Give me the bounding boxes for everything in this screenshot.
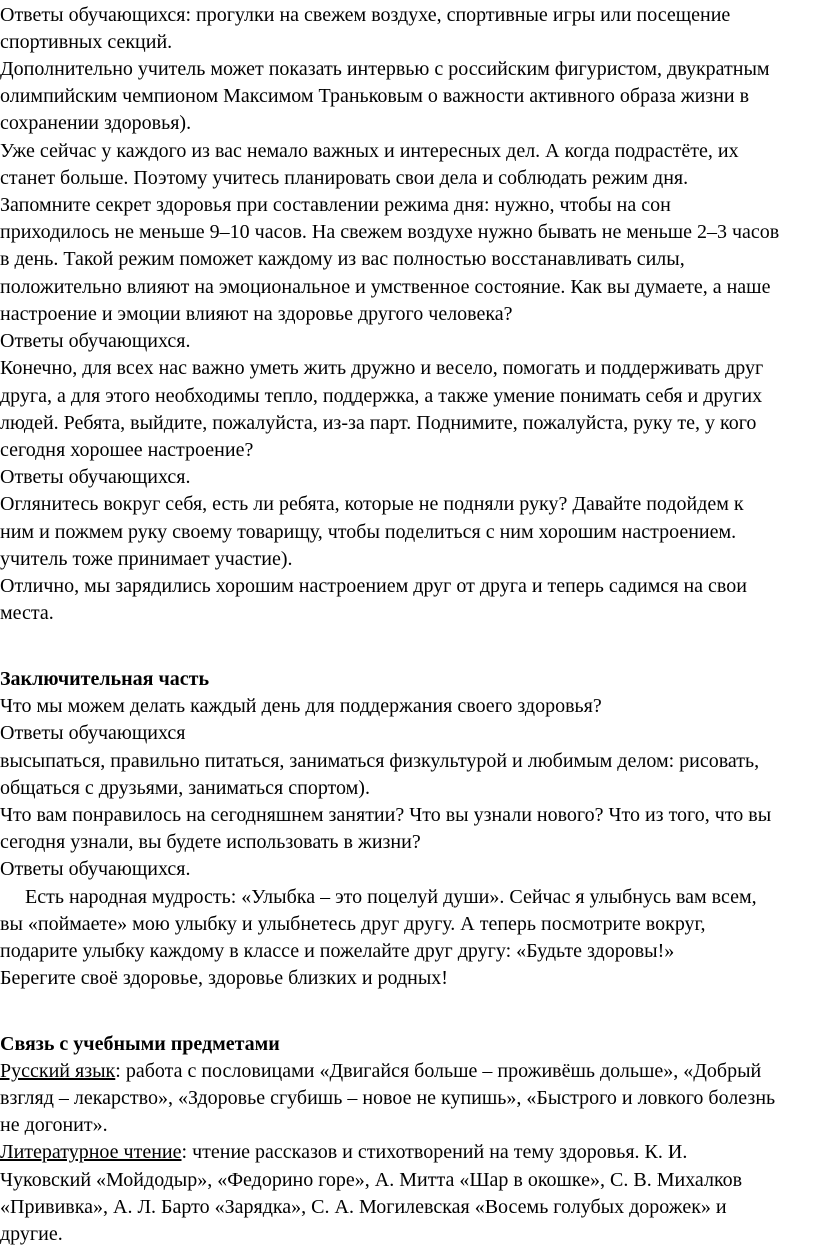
text-line: места. (0, 602, 54, 624)
section-heading-final: Заключительная часть (0, 668, 210, 690)
subject-literature-text: : чтение рассказов и стихотворений на тему здоровья. К. И. (181, 1141, 688, 1163)
text-line: приходилось не меньше 9–10 часов. На свежем воздухе нужно бывать не меньше 2–3 часов (0, 221, 780, 243)
subject-russian-text: : работа с пословицами «Двигайся больше – проживёшь дольше», «Добрый (115, 1060, 762, 1082)
section-heading-subjects: Связь с учебными предметами (0, 1033, 280, 1055)
text-line: высыпаться, правильно питаться, заниматься физкультурой и любимым делом: рисовать, (0, 750, 760, 772)
text-line: Конечно, для всех нас важно уметь жить дружно и весело, помогать и поддерживать друг (0, 357, 764, 379)
text-line: спортивных секций. (0, 31, 173, 53)
text-line: Что вам понравилось на сегодняшнем занятии? Что вы узнали нового? Что из того, что вы (0, 804, 772, 826)
text-line-literature (0, 1137, 816, 1167)
text-line: Ответы обучающихся. (0, 466, 191, 488)
text-line: сохранении здоровья). (0, 112, 192, 134)
text-line: другие. (0, 1223, 63, 1245)
text-line: настроение и эмоции влияют на здоровье другого человека? (0, 303, 513, 325)
text-line: Ответы обучающихся. (0, 858, 191, 880)
text-line: подарите улыбку каждому в классе и пожелайте друг другу: «Будьте здоровы!» (0, 940, 675, 962)
text-line: вы «поймаете» мою улыбку и улыбнетесь друг другу. А теперь посмотрите вокруг, (0, 913, 706, 935)
text-line: Берегите своё здоровье, здоровье близких и родных! (0, 967, 448, 989)
text-line: Отлично, мы зарядились хорошим настроением друг от друга и теперь садимся на свои (0, 575, 747, 597)
subject-russian-label: Русский язык (0, 1060, 116, 1082)
text-line: Чуковский «Мойдодыр», «Федорино горе», А. Митта «Шар в окошке», С. В. Михалков (0, 1169, 743, 1191)
text-line: станет больше. Поэтому учитесь планировать свои дела и соблюдать режим дня. (0, 167, 689, 189)
text-line: взгляд – лекарство», «Здоровье сгубишь – новое не купишь», «Быстрого и ловкого болезнь (0, 1087, 776, 1109)
text-line: не догонит». (0, 1114, 108, 1136)
text-line-russian (0, 1056, 816, 1086)
text-line: Уже сейчас у каждого из вас немало важных и интересных дел. А когда подрастёте, их (0, 140, 739, 162)
subject-literature-label: Литературное чтение (0, 1141, 182, 1163)
text-line: Ответы обучающихся (0, 722, 186, 744)
text-line: Дополнительно учитель может показать интервью с российским фигуристом, двукратным (0, 58, 770, 80)
text-line: сегодня узнали, вы будете использовать в жизни? (0, 831, 421, 853)
text-line: Ответы обучающихся: прогулки на свежем воздухе, спортивные игры или посещение (0, 4, 731, 26)
text-line: положительно влияют на эмоциональное и умственное состояние. Как вы думаете, а наше (0, 276, 771, 298)
text-line: Есть народная мудрость: «Улыбка – это поцелуй души». Сейчас я улыбнусь вам всем, (0, 886, 757, 908)
text-line: общаться с друзьями, заниматься спортом). (0, 777, 370, 799)
text-line: учитель тоже принимает участие). (0, 548, 293, 570)
text-line: Запомните секрет здоровья при составлении режима дня: нужно, чтобы на сон (0, 194, 671, 216)
text-line: друга, а для этого необходимы тепло, поддержка, а также умение понимать себя и других (0, 385, 763, 407)
text-line: сегодня хорошее настроение? (0, 439, 254, 461)
text-line: Ответы обучающихся. (0, 330, 191, 352)
text-line: олимпийским чемпионом Максимом Траньковым о важности активного образа жизни в (0, 85, 750, 107)
text-line: «Прививка», А. Л. Барто «Зарядка», С. А. Могилевская «Восемь голубых дорожек» и (0, 1196, 727, 1218)
text-line: ним и пожмем руку своему товарищу, чтобы поделиться с ним хорошим настроением. (0, 521, 737, 543)
text-line: Оглянитесь вокруг себя, есть ли ребята, которые не подняли руку? Давайте подойдем к (0, 493, 744, 515)
text-line: людей. Ребята, выйдите, пожалуйста, из-за парт. Поднимите, пожалуйста, руку те, у кого (0, 412, 757, 434)
text-line: Что мы можем делать каждый день для поддержания своего здоровья? (0, 695, 602, 717)
text-line: в день. Такой режим поможет каждому из вас полностью восстанавливать силы, (0, 248, 685, 270)
